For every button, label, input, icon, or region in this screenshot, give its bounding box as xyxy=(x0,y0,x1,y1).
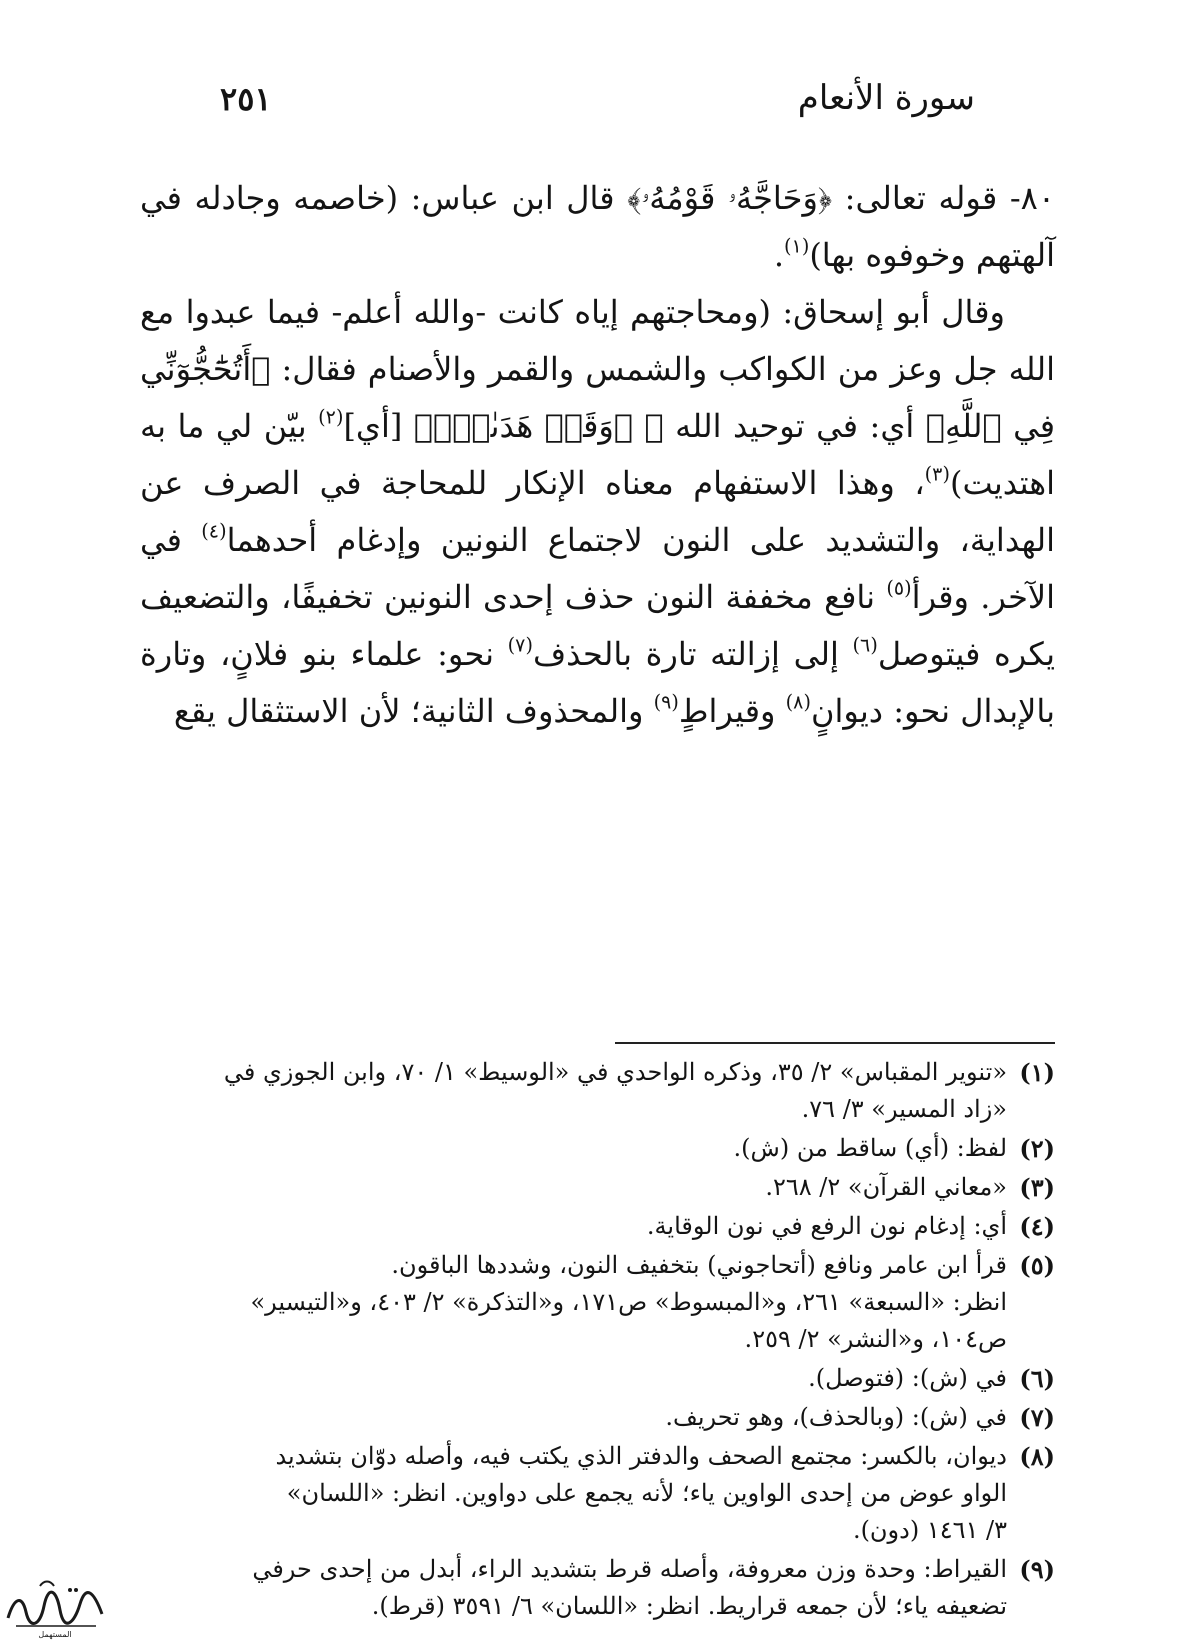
paragraph-text: . xyxy=(773,236,784,274)
paragraph-text: والمحذوف الثانية؛ لأن الاستثقال يقع xyxy=(173,692,654,730)
footnote-line: في (ش): (وبالحذف)، وهو تحريف. xyxy=(665,1403,1007,1431)
footnote-number: (٤) xyxy=(1019,1212,1055,1241)
footnote-line: الواو عوض من إحدى الواوين ياء؛ لأنه يجمع على دواوين. انظر: «اللسان» xyxy=(286,1479,1007,1507)
footnote-ref[interactable]: (٦) xyxy=(852,633,878,657)
main-text xyxy=(140,170,1055,740)
footnote-text xyxy=(130,1551,1007,1625)
footnote-ref[interactable]: (٩) xyxy=(653,690,679,714)
paragraph-text xyxy=(633,407,644,445)
paragraph-text: نافع مخففة النون حذف إحدى النونين تخفيفًا، والتضعيف يكره فيتوصل xyxy=(140,578,1056,673)
page-number: ٢٥١ xyxy=(220,80,272,118)
footnote-number: (٩) xyxy=(1019,1555,1055,1584)
footnote-number: (٢) xyxy=(1019,1134,1055,1163)
footnote-line: ديوان، بالكسر: مجتمع الصحف والدفتر الذي يكتب فيه، وأصله دوّان بتشديد xyxy=(275,1442,1007,1470)
footnote-item xyxy=(130,1054,1055,1128)
footnote-line: «زاد المسير» ٣/ ٧٦. xyxy=(801,1095,1007,1123)
footnote-text xyxy=(130,1399,1007,1436)
footnote-text xyxy=(130,1054,1007,1128)
footnotes-section xyxy=(130,1054,1055,1627)
paragraph-text: وقال أبو إسحاق: (ومحاجتهم إياه كانت -والله أعلم- فيما عبدوا مع الله جل وعز من الكواكب والشمس والقمر والأصنام فقال: xyxy=(140,293,1056,388)
footnote-line: قرأ ابن عامر ونافع (أتحاجوني) بتخفيف النون، وشددها الباقون. xyxy=(391,1251,1007,1279)
logo-text: المستهمل xyxy=(38,1630,72,1639)
footnote-item xyxy=(130,1169,1055,1206)
quran-verse: ﴿أَتُحَٰٓجُّوٓنِّي فِي ٱللَّهِ﴾ xyxy=(140,350,1056,445)
footnote-text xyxy=(130,1208,1007,1245)
footnote-item xyxy=(130,1399,1055,1436)
footnote-ref[interactable]: (٤) xyxy=(201,519,227,543)
paragraph-text: قال ابن عباس: (خاصمه وجادله في آلهتهم وخوفوه بها) xyxy=(140,179,1055,274)
footnote-ref[interactable]: (٧) xyxy=(507,633,533,657)
footnote-line: انظر: «السبعة» ٢٦١، و«المبسوط» ص١٧١، و«التذكرة» ٢/ ٤٠٣، و«التيسير» xyxy=(250,1288,1007,1316)
footnote-text xyxy=(130,1169,1007,1206)
footnote-number: (١) xyxy=(1019,1058,1055,1087)
footnote-text xyxy=(130,1247,1007,1358)
footnote-line: أي: إدغام نون الرفع في نون الوقاية. xyxy=(646,1212,1007,1240)
quran-verse: ﴿وَحَاجَّهُۥ قَوْمُهُۥ﴾ xyxy=(627,179,833,217)
footnote-item xyxy=(130,1247,1055,1358)
footnote-number: (٥) xyxy=(1019,1251,1055,1280)
footnote-number: (٨) xyxy=(1019,1442,1055,1471)
footnote-number: (٧) xyxy=(1019,1403,1055,1432)
honorific-glyph: ﷻ xyxy=(644,407,664,445)
paragraph-text: أي: في توحيد الله xyxy=(663,407,926,445)
footnote-line: «معاني القرآن» ٢/ ٢٦٨. xyxy=(765,1173,1007,1201)
footnote-item xyxy=(130,1130,1055,1167)
footnote-line: في (ش): (فتوصل). xyxy=(808,1364,1007,1392)
footnote-number: (٣) xyxy=(1019,1173,1055,1202)
paragraph-text: ، وهذا الاستفهام معناه الإنكار للمحاجة في الصرف عن الهداية، والتشديد على النون لاجتماع النونين وإدغام أحدهما xyxy=(140,464,1055,559)
footnote-text xyxy=(130,1130,1007,1167)
paragraph-text: في الآخر. وقرأ xyxy=(140,521,1056,616)
footnote-ref[interactable]: (٢) xyxy=(318,405,344,429)
footnote-text xyxy=(130,1438,1007,1549)
paragraph-text: نحو: علماء بنو فلانٍ، وتارة بالإبدال نحو: ديوانٍ xyxy=(140,635,1055,730)
paragraph-text: وقيراطٍ xyxy=(678,692,786,730)
footnote-divider xyxy=(615,1042,1055,1044)
paragraph-text: بيّن لي ما به اهتديت) xyxy=(140,407,1055,502)
quran-verse: ﴿وَقَدۡ هَدَىٰنِۚ﴾ xyxy=(413,407,634,445)
footnote-ref[interactable]: (٣) xyxy=(924,462,950,486)
footnote-item xyxy=(130,1551,1055,1625)
footnote-line: ص١٠٤، و«النشر» ٢/ ٢٥٩. xyxy=(744,1325,1007,1353)
footnote-ref[interactable]: (٨) xyxy=(785,690,811,714)
publisher-logo-icon xyxy=(0,1568,110,1640)
paragraph-text: [أي] xyxy=(343,407,414,445)
footnote-item xyxy=(130,1438,1055,1549)
footnote-text xyxy=(130,1360,1007,1397)
footnote-line: تضعيفه ياء؛ لأن جمعه قراريط. انظر: «اللسان» ٦/ ٣٥٩١ (قرط). xyxy=(371,1592,1007,1620)
footnote-ref[interactable]: (٥) xyxy=(886,576,912,600)
footnote-item xyxy=(130,1208,1055,1245)
surah-name: سورة الأنعام xyxy=(797,78,975,118)
paragraph-text: إلى إزالته تارة بالحذف xyxy=(532,635,853,673)
paragraph-80 xyxy=(140,170,1055,284)
footnote-ref[interactable]: (١) xyxy=(784,234,810,258)
page-header xyxy=(220,78,975,128)
paragraph-abu-ishaq xyxy=(140,284,1055,740)
footnote-line: القيراط: وحدة وزن معروفة، وأصله قرط بتشديد الراء، أبدل من إحدى حرفي xyxy=(252,1555,1007,1583)
footnote-number: (٦) xyxy=(1019,1364,1055,1393)
verse-intro: ٨٠- قوله تعالى: xyxy=(832,179,1055,217)
footnote-line: لفظ: (أي) ساقط من (ش). xyxy=(733,1134,1007,1162)
footnote-line: ٣/ ١٤٦١ (دون). xyxy=(852,1516,1007,1544)
footnote-item xyxy=(130,1360,1055,1397)
footnote-line: «تنوير المقباس» ٢/ ٣٥، وذكره الواحدي في «الوسيط» ١/ ٧٠، وابن الجوزي في xyxy=(223,1058,1007,1086)
